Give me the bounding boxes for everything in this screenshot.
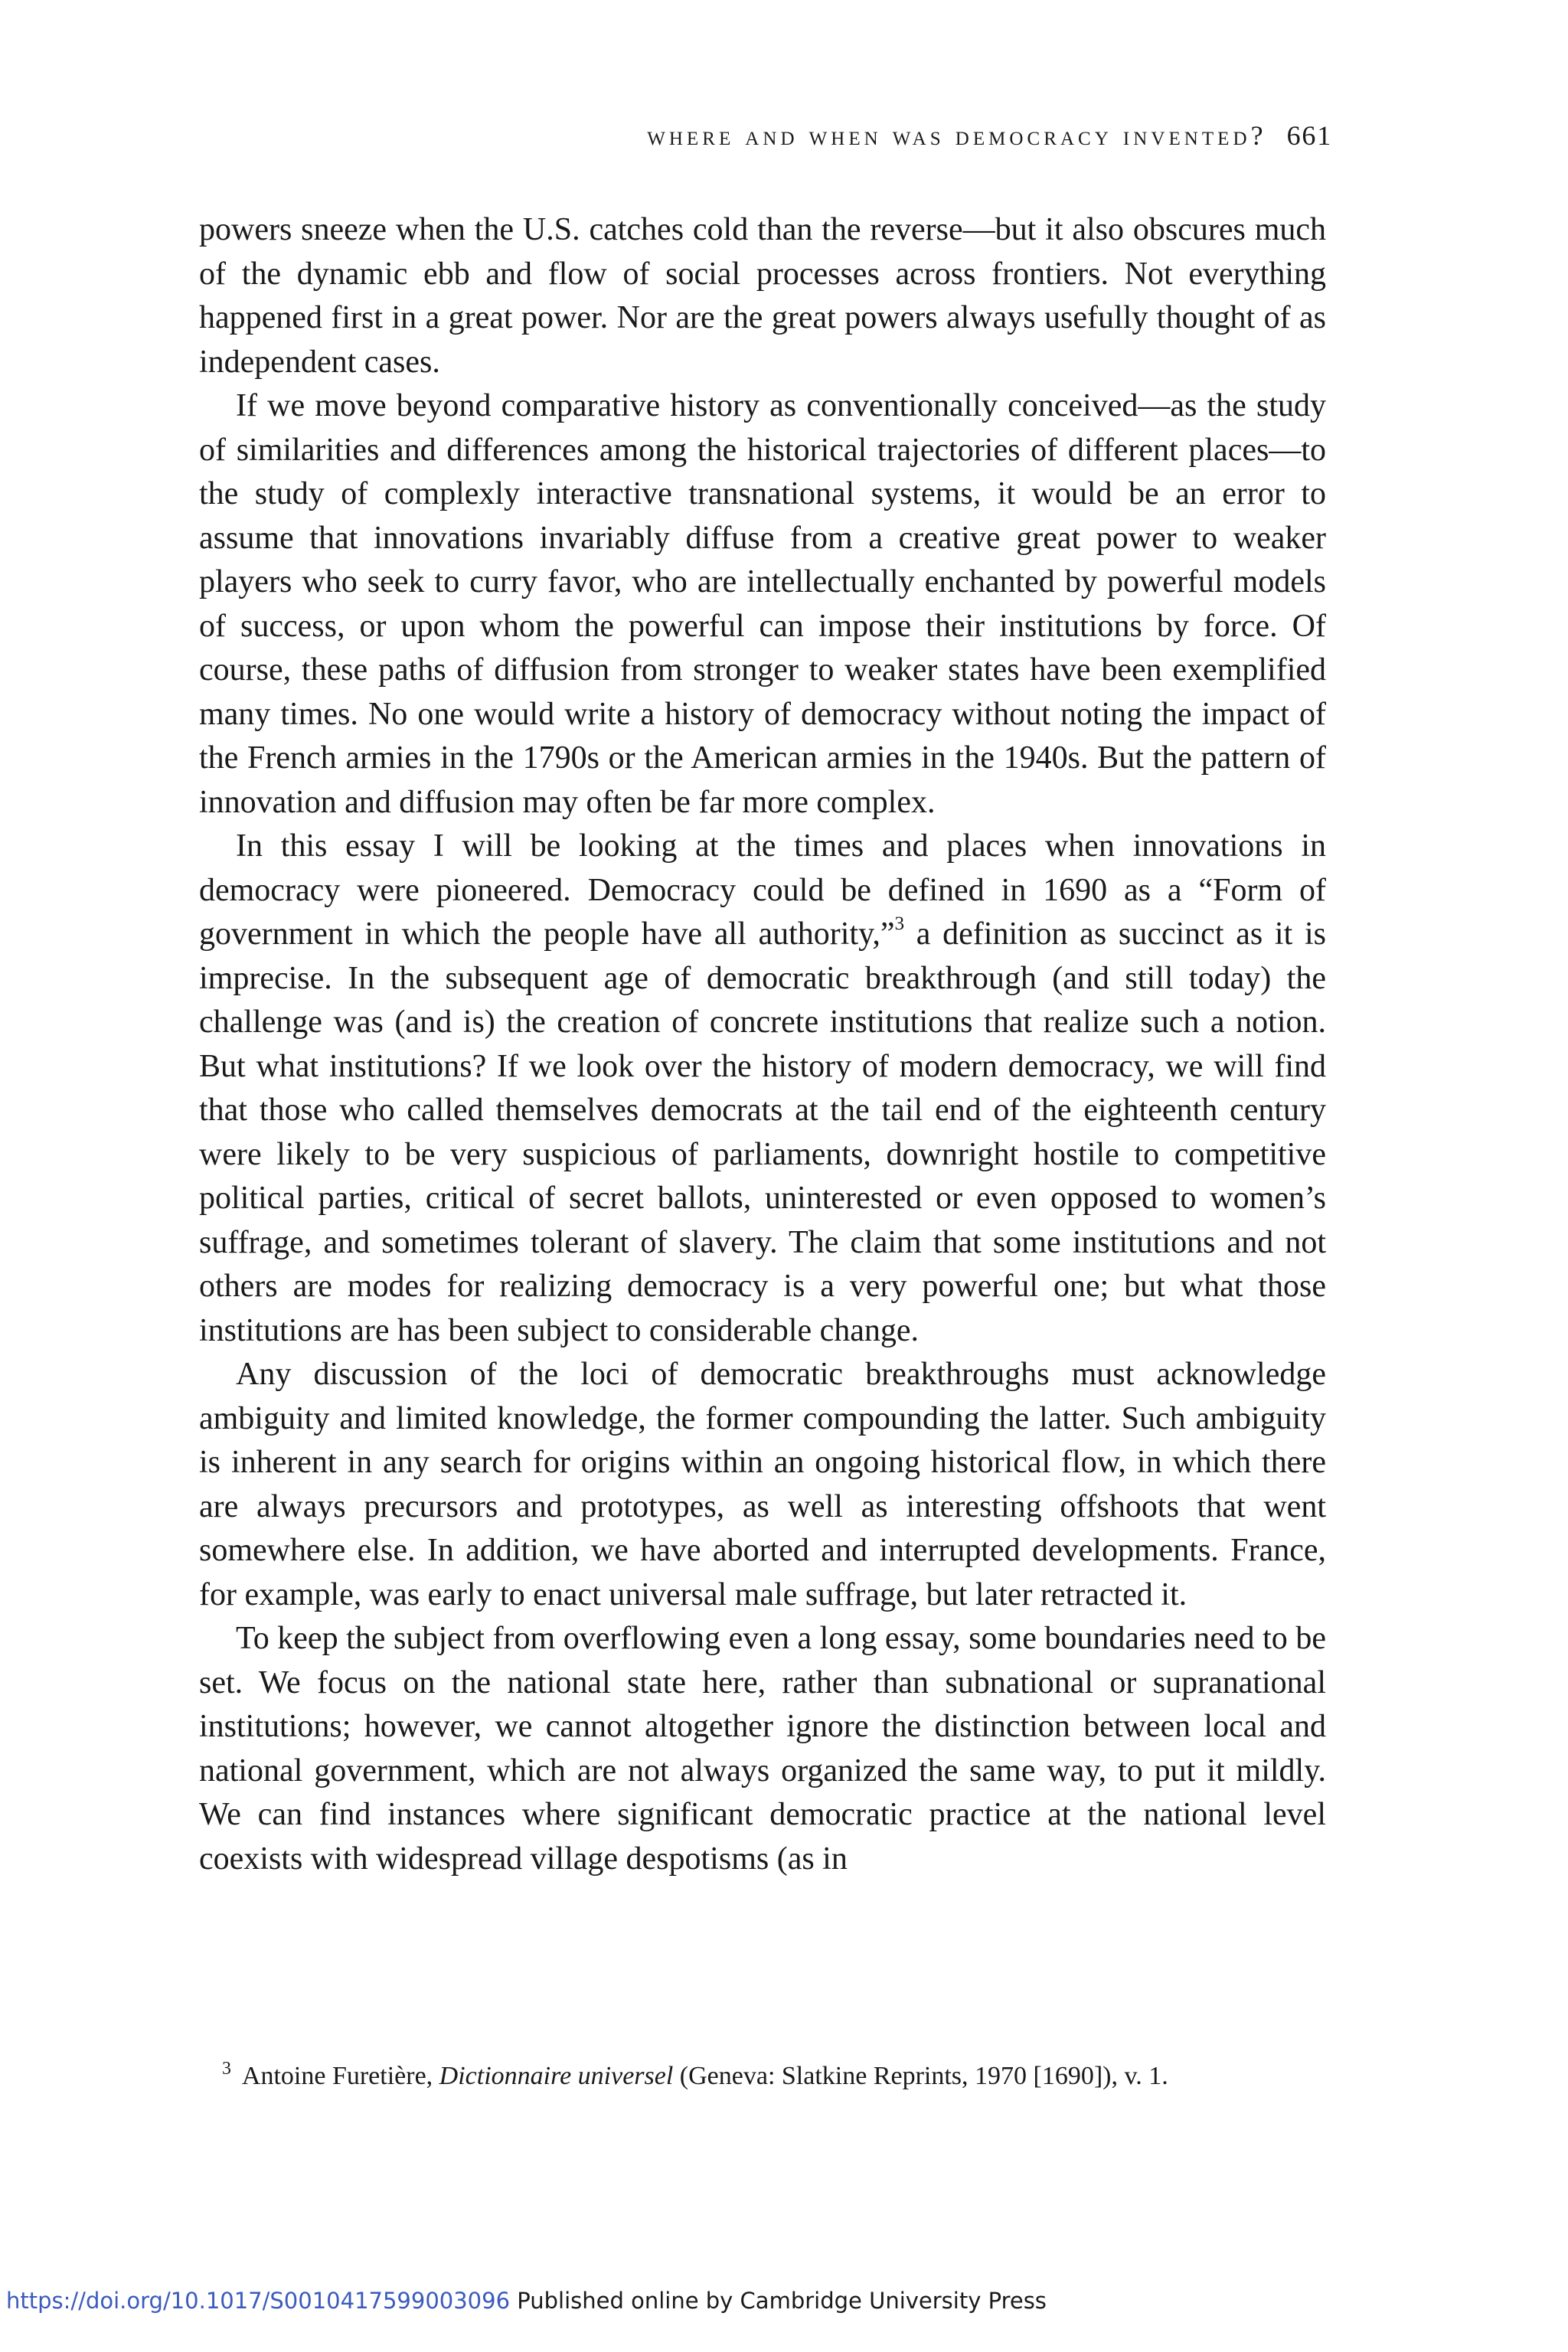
footnote-3: [222, 2052, 1325, 2093]
body-text: [199, 208, 1326, 1881]
footnote-ref-3[interactable]: 3: [894, 913, 905, 935]
paragraph-3-after-note: a definition as succinct as it is imprecise. In the subsequent age of democratic breakthrough (and still today) the challenge was (and is) the creation of concrete institutions that realize such a notion. But what institutions? If we look over the history of modern democracy, we will find that those who called themselves democrats at the tail end of the eighteenth century were likely to be very suspicious of parliaments, downright hostile to competitive political parties, critical of secret ballots, uninterested or even opposed to women’s suffrage, and sometimes tolerant of slavery. The claim that some institutions and not others are modes for realizing democracy is a very powerful one; but what those institutions are has been subject to considerable change.: [199, 916, 1326, 1348]
publication-footer: [6, 2288, 1047, 2314]
paragraph-5: To keep the subject from overflowing even a long essay, some boundaries need to be set. We focus on the national state here, rather than subnational or supranational institutions; however, we cannot altogether ignore the distinction between local and national government, which are not always organized the same way, to put it mildly. We can find instances where significant democratic practice at the national level coexists with widespread village despotisms (as in: [199, 1621, 1326, 1877]
footnote-title: Dictionnaire universel: [439, 2062, 674, 2091]
footnote-author: Antoine Furetière,: [241, 2062, 439, 2091]
doi-link[interactable]: https://doi.org/10.1017/S0010417599003096: [6, 2288, 511, 2314]
page-number: 661: [1286, 120, 1332, 151]
paragraph-4: Any discussion of the loci of democratic breakthroughs must acknowledge ambiguity and limited knowledge, the former compounding the latter. Such ambiguity is inherent in any search for origins within an ongoing historical flow, in which there are always precursors and prototypes, as well as interesting offshoots that went somewhere else. In addition, we have aborted and interrupted developments. France, for example, was early to enact universal male suffrage, but later retracted it.: [199, 1357, 1326, 1612]
paragraph-3: [199, 825, 1326, 1353]
paragraph-2: If we move beyond comparative history as conventionally conceived—as the study of similarities and differences among the historical trajectories of different places—to the study of complexly interactive transnational systems, it would be an error to assume that innovations invariably diffuse from a creative great power to weaker players who seek to curry favor, who are intellectually enchanted by powerful models of success, or upon whom the powerful can impose their institutions by force. Of course, these paths of diffusion from stronger to weaker states have been exemplified many times. No one would write a history of democracy without noting the impact of the French armies in the 1790s or the American armies in the 1940s. But the pattern of innovation and diffusion may often be far more complex.: [199, 388, 1326, 820]
paragraph-1: powers sneeze when the U.S. catches cold than the reverse—but it also obscures much of the dynamic ebb and flow of social processes across frontiers. Not everything happened first in a great power. Nor are the great powers always usefully thought of as independent cases.: [199, 212, 1326, 380]
paragraph-3-before-note: In this essay I will be looking at the times and places when innovations in democracy were pioneered. Democracy could be defined in 1690 as a “Form of government in which the people have all authority,”: [199, 828, 1326, 952]
publisher-note: Published online by Cambridge University Press: [510, 2288, 1047, 2314]
running-head: [647, 119, 1332, 152]
footnote-rest: (Geneva: Slatkine Reprints, 1970 [1690]), v. 1.: [673, 2062, 1168, 2091]
footnote-mark: 3: [222, 2059, 231, 2079]
running-title: where and when was democracy invented?: [647, 120, 1267, 151]
